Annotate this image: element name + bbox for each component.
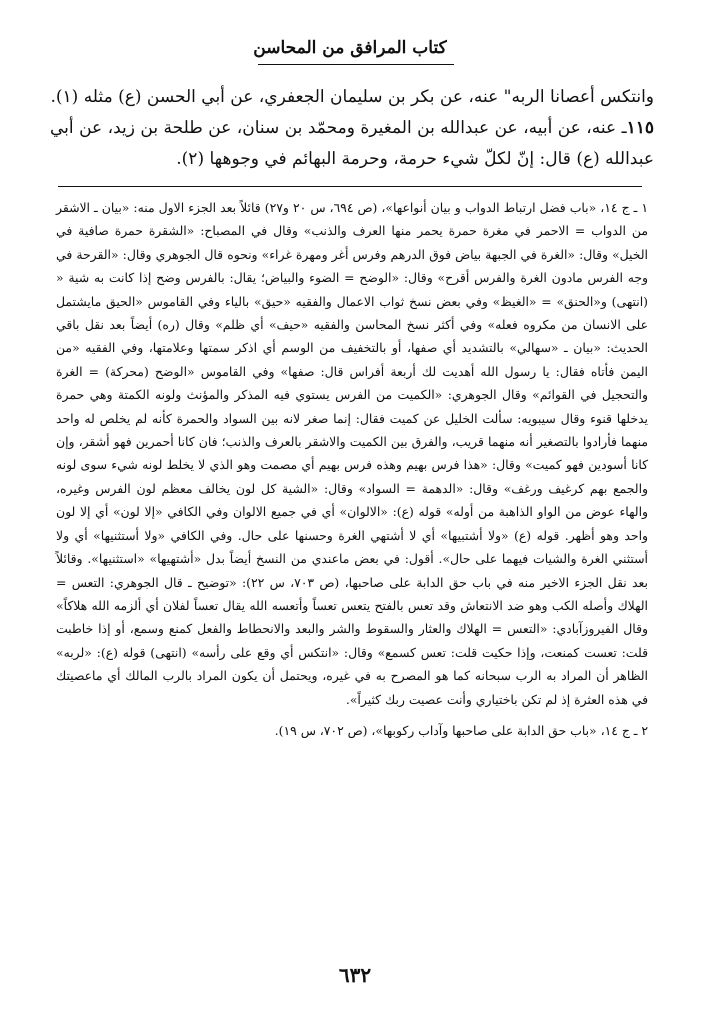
main-line-1: وانتكس أعصانا الربه" عنه، عن بكر بن سليمان الجعفري، عن أبي الحسن (ع) مثله (١). bbox=[50, 87, 654, 107]
footnote-separator bbox=[58, 186, 642, 187]
entry-text: ـ عنه، عن أبيه، عن عبدالله بن المغيرة ومحمّد بن سنان، عن طلحة بن زيد، عن أبي عبدالله (ع) قال: إنّ لكلّ شيء حرمة، وحرمة البهائم في وجوهها (٢). bbox=[50, 118, 654, 169]
page-number: ٦٣٢ bbox=[338, 963, 372, 987]
footnotes bbox=[56, 196, 648, 742]
running-header: كتاب المرافق من المحاسن bbox=[253, 38, 447, 58]
entry-number: ١١٥ bbox=[626, 118, 654, 138]
header-rule bbox=[258, 64, 454, 65]
hadith-entry bbox=[50, 113, 654, 175]
footnote-1: ١ ـ ج ١٤، «باب فضل ارتباط الدواب و بيان أنواعها»، (ص ٦٩٤، س ٢٠ و٢٧) قائلاً بعد الجزء الاول منه: «بيان ـ الاشقر من الدواب = الاحمر في مغرة حمرة يحمر منها العرف والذنب» وقال في المصباح: «الشقرة حمرة صافية في الخيل» وقال: «الغرة في الجبهة بياض فوق الدرهم وفرس أغر ومهرة غراء» ونحوه قال الجوهري وقال: «القرحة في وجه الفرس مادون الغرة والفرس أقرح» وقال: «الوضح = الضوء والبياض؛ يقال: بالفرس وضح إذا كانت به شية « (انتهى) و«الحنق» = «الغيظ» وفي بعض نسخ ثواب الاعمال والفقيه «حيق» بالياء وفي القاموس «الحيق مايشتمل على الانسان من مكروه فعله» وفي أكثر نسخ المحاسن والفقيه «حيف» أي ظلم» وقال (ره) أيضاً بعد نقل باقي الحديث: «بيان ـ «سهالي» بالتشديد أي صفها، أو بالتخفيف من الوسم أي اذكر سمتها وعلامتها، وفي الفقيه «من اليمن فأتاه فقال: يا رسول الله أهديت لك أربعة أفراس قال: صفها» وفي القاموس «الوضح (محركة) = الغرة والتحجيل في القوائم» وقال الجوهري: «الكميت من الفرس يستوي فيه المذكر والمؤنث ولونه الكمتة وهي حمرة يدخلها قنوء وقال سيبويه: سألت الخليل عن كميت فقال: إنما صغر لانه بين السواد والحمرة كأنه لم يخلص له واحد منهما فأرادوا بالتصغير أنه منهما قريب، والفرق بين الكميت والاشقر بالعرف والذنب؛ فان كانا أحمرين فهو أشقر، وإن كانا أسودين فهو كميت» وقال: «هذا فرس بهيم وهذه فرس بهيم أي مصمت وهو الذي لا يخلط لونه شيء سوى لونه والجمع بهم كرغيف ورغف» وقال: «الدهمة = السواد» وقال: «الشية كل لون يخالف معظم لون الفرس وغيره، والهاء عوض من الواو الذاهبة من أوله» قوله (ع): «الالوان» أي في جميع الالوان وفي الكافي «إلا لون» أي إلا لون واحد وهو أظهر. قوله (ع) «ولا أشتبيها» أي لا أشتهي الغرة وحسنها على حال. وفي الكافي «ولا أستثنيها» أي ولا أستثني الغرة والشيات فيهما على حال». أقول: في بعض ماعندي من النسخ أيضاً بدل «أشتهيها» «استثنيها». وقائلاً بعد نقل الجزء الاخير منه في باب حق الدابة على صاحبها، (ص ٧٠٣، س ٢٢): «توضيح ـ قال الجوهري: التعس = الهلاك وأصله الكب وهو ضد الانتعاش وقد تعس بالفتح يتعس تعساً وأتعسه الله يقال تعساً لفلان أي ألزمه الله هلاكاً» وقال الفيروزآبادي: «التعس = الهلاك والعثار والسقوط والشر والبعد والانحطاط والفعل كمنع وسمع، أو إذا خاطبت قلت: تعست كمنعت، وإذا حكيت قلت: تعس كسمع» وقال: «انتكس أي وقع على رأسه» (انتهى) قوله (ع): «لربه» الظاهر أن المراد به الرب سبحانه كما هو المصرح به في غيره، ويحتمل أن يكون المراد بالرب المالك أي ماعصيتك في هذه العثرة إذ لم تكن باختياري وأنت عصيت ربك كثيراً». bbox=[56, 200, 648, 707]
main-text bbox=[50, 82, 654, 175]
footnote-2: ٢ ـ ج ١٤، «باب حق الدابة على صاحبها وآداب ركوبها»، (ص ٧٠٢، س ١٩). bbox=[274, 722, 648, 738]
